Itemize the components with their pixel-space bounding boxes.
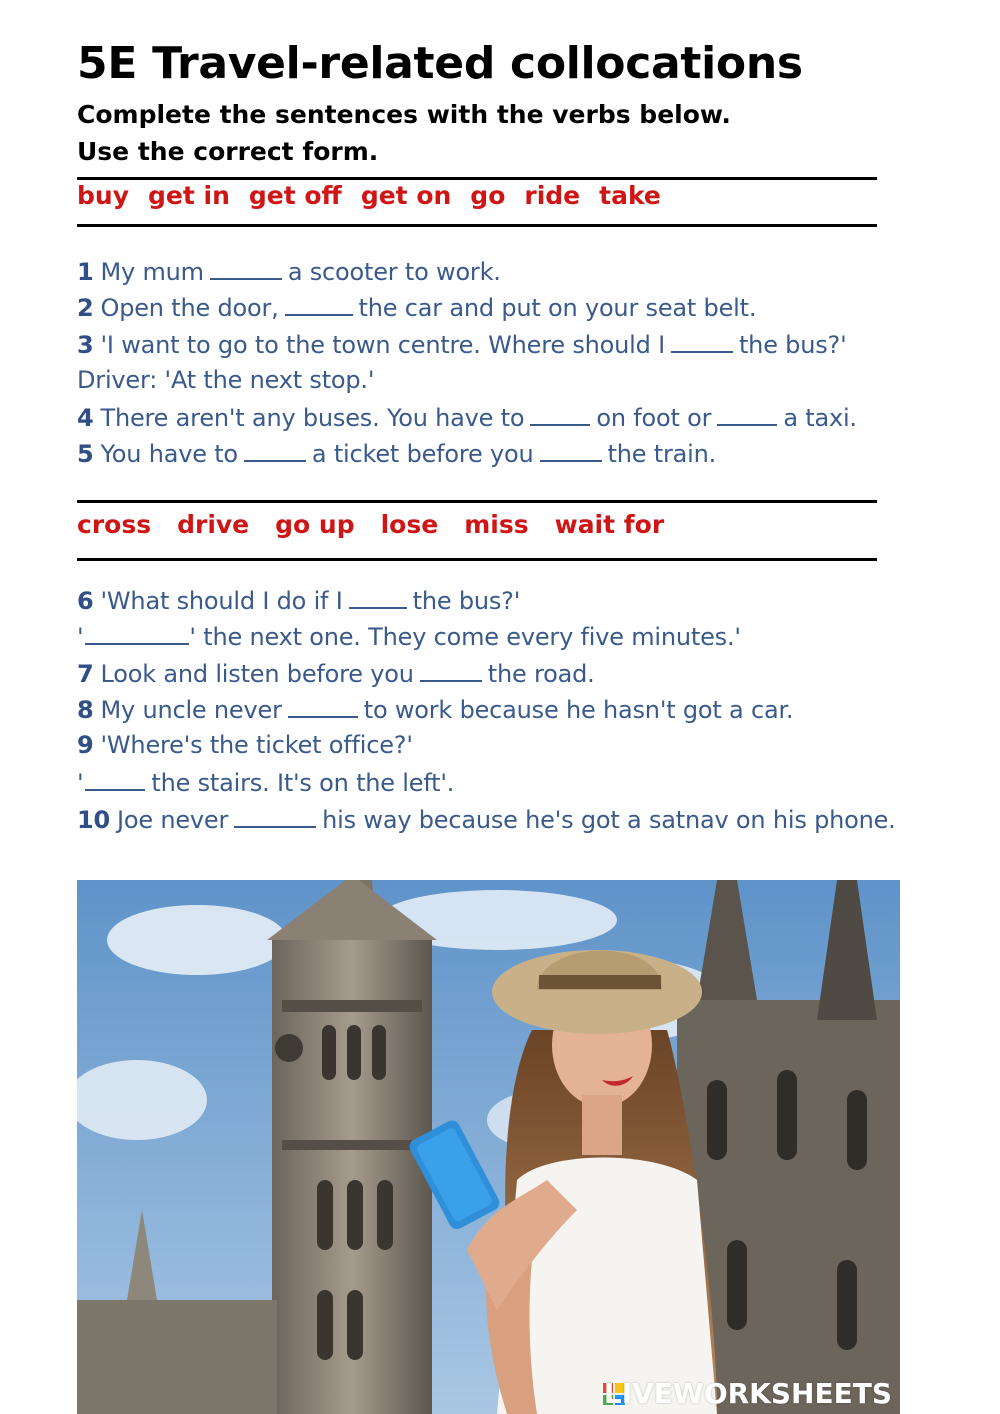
answer-blank[interactable] (234, 804, 316, 828)
word-bank-item: get on (360, 181, 452, 210)
answer-blank[interactable] (420, 658, 482, 682)
sentence-6 (77, 585, 520, 615)
sentence-text: Open the door, (100, 294, 279, 322)
sentence-7 (77, 658, 595, 688)
sentence-number: 4 (77, 404, 94, 432)
answer-blank[interactable] (530, 402, 590, 426)
sentence-text: You have to (100, 440, 238, 468)
sentence-text: the road. (487, 660, 595, 688)
word-bank-item: go up (275, 510, 355, 539)
answer-blank[interactable] (717, 402, 777, 426)
sentence-6-reply (77, 621, 741, 651)
sentence-text: ' the next one. They come every five minutes.' (189, 623, 741, 651)
answer-blank[interactable] (288, 694, 358, 718)
word-bank-1 (77, 181, 680, 210)
sentence-9 (77, 731, 413, 759)
answer-blank[interactable] (85, 621, 189, 645)
sentence-text: 'I want to go to the town centre. Where should I (100, 331, 665, 359)
tourist-photo (77, 880, 900, 1414)
sentence-text: Joe never (117, 806, 229, 834)
sentence-4 (77, 402, 857, 432)
sentence-number: 6 (77, 587, 94, 615)
sentence-number: 3 (77, 331, 94, 359)
sentence-text: the bus?' (412, 587, 521, 615)
word-bank-item: take (599, 181, 661, 210)
instructions-line-2: Use the correct form. (77, 137, 379, 166)
sentence-text: the bus?' (738, 331, 847, 359)
tourist-illustration (77, 880, 900, 1414)
sentence-text: a taxi. (783, 404, 857, 432)
sentence-number: 10 (77, 806, 110, 834)
sentence-number: 2 (77, 294, 94, 322)
word-bank-item: wait for (554, 510, 665, 539)
sentence-number: 9 (77, 731, 94, 759)
sentence-text: a scooter to work. (287, 258, 501, 286)
word-bank-item: lose (380, 510, 439, 539)
sentence-text: to work because he hasn't got a car. (363, 696, 794, 724)
divider (77, 224, 877, 227)
sentence-text: 'What should I do if I (100, 587, 343, 615)
liveworksheets-watermark: LIVEWORKSHEETS (603, 1377, 892, 1410)
answer-blank[interactable] (85, 767, 145, 791)
sentence-8 (77, 694, 793, 724)
word-bank-item: ride (524, 181, 581, 210)
answer-blank[interactable] (285, 292, 353, 316)
sentence-text: his way because he's got a satnav on his phone. (322, 806, 896, 834)
sentence-text: the stairs. It's on the left'. (151, 769, 455, 797)
divider (77, 500, 877, 503)
sentence-text: My uncle never (100, 696, 282, 724)
sentence-text: ' (77, 769, 84, 797)
sentence-text: the car and put on your seat belt. (358, 294, 757, 322)
word-bank-item: cross (77, 510, 152, 539)
answer-blank[interactable] (349, 585, 407, 609)
sentence-text: My mum (100, 258, 204, 286)
sentence-number: 7 (77, 660, 94, 688)
sentence-10 (77, 804, 896, 834)
sentence-number: 1 (77, 258, 94, 286)
sentence-text: a ticket before you (311, 440, 534, 468)
word-bank-item: go (470, 181, 506, 210)
sentence-text: the train. (607, 440, 717, 468)
word-bank-item: drive (177, 510, 250, 539)
answer-blank[interactable] (244, 438, 306, 462)
divider (77, 177, 877, 180)
sentence-9-reply (77, 767, 454, 797)
answer-blank[interactable] (210, 256, 282, 280)
word-bank-item: miss (464, 510, 529, 539)
sentence-text: 'Where's the ticket office?' (100, 731, 413, 759)
sentence-text: ' (77, 623, 84, 651)
answer-blank[interactable] (671, 329, 733, 353)
sentence-5 (77, 438, 716, 468)
sentence-number: 8 (77, 696, 94, 724)
instructions-line-1: Complete the sentences with the verbs below. (77, 100, 731, 129)
answer-blank[interactable] (540, 438, 602, 462)
sentence-text: on foot or (596, 404, 712, 432)
divider (77, 558, 877, 561)
sentence-number: 5 (77, 440, 94, 468)
word-bank-2 (77, 510, 690, 539)
word-bank-item: get off (248, 181, 342, 210)
sentence-3 (77, 329, 846, 359)
word-bank-item: get in (148, 181, 230, 210)
sentence-text: Look and listen before you (100, 660, 414, 688)
worksheet-title: 5E Travel-related collocations (77, 38, 803, 89)
sentence-text: There aren't any buses. You have to (100, 404, 525, 432)
sentence-3-reply (77, 366, 374, 394)
sentence-text: Driver: 'At the next stop.' (77, 366, 375, 394)
sentence-2 (77, 292, 756, 322)
word-bank-item: buy (77, 181, 129, 210)
sentence-1 (77, 256, 501, 286)
